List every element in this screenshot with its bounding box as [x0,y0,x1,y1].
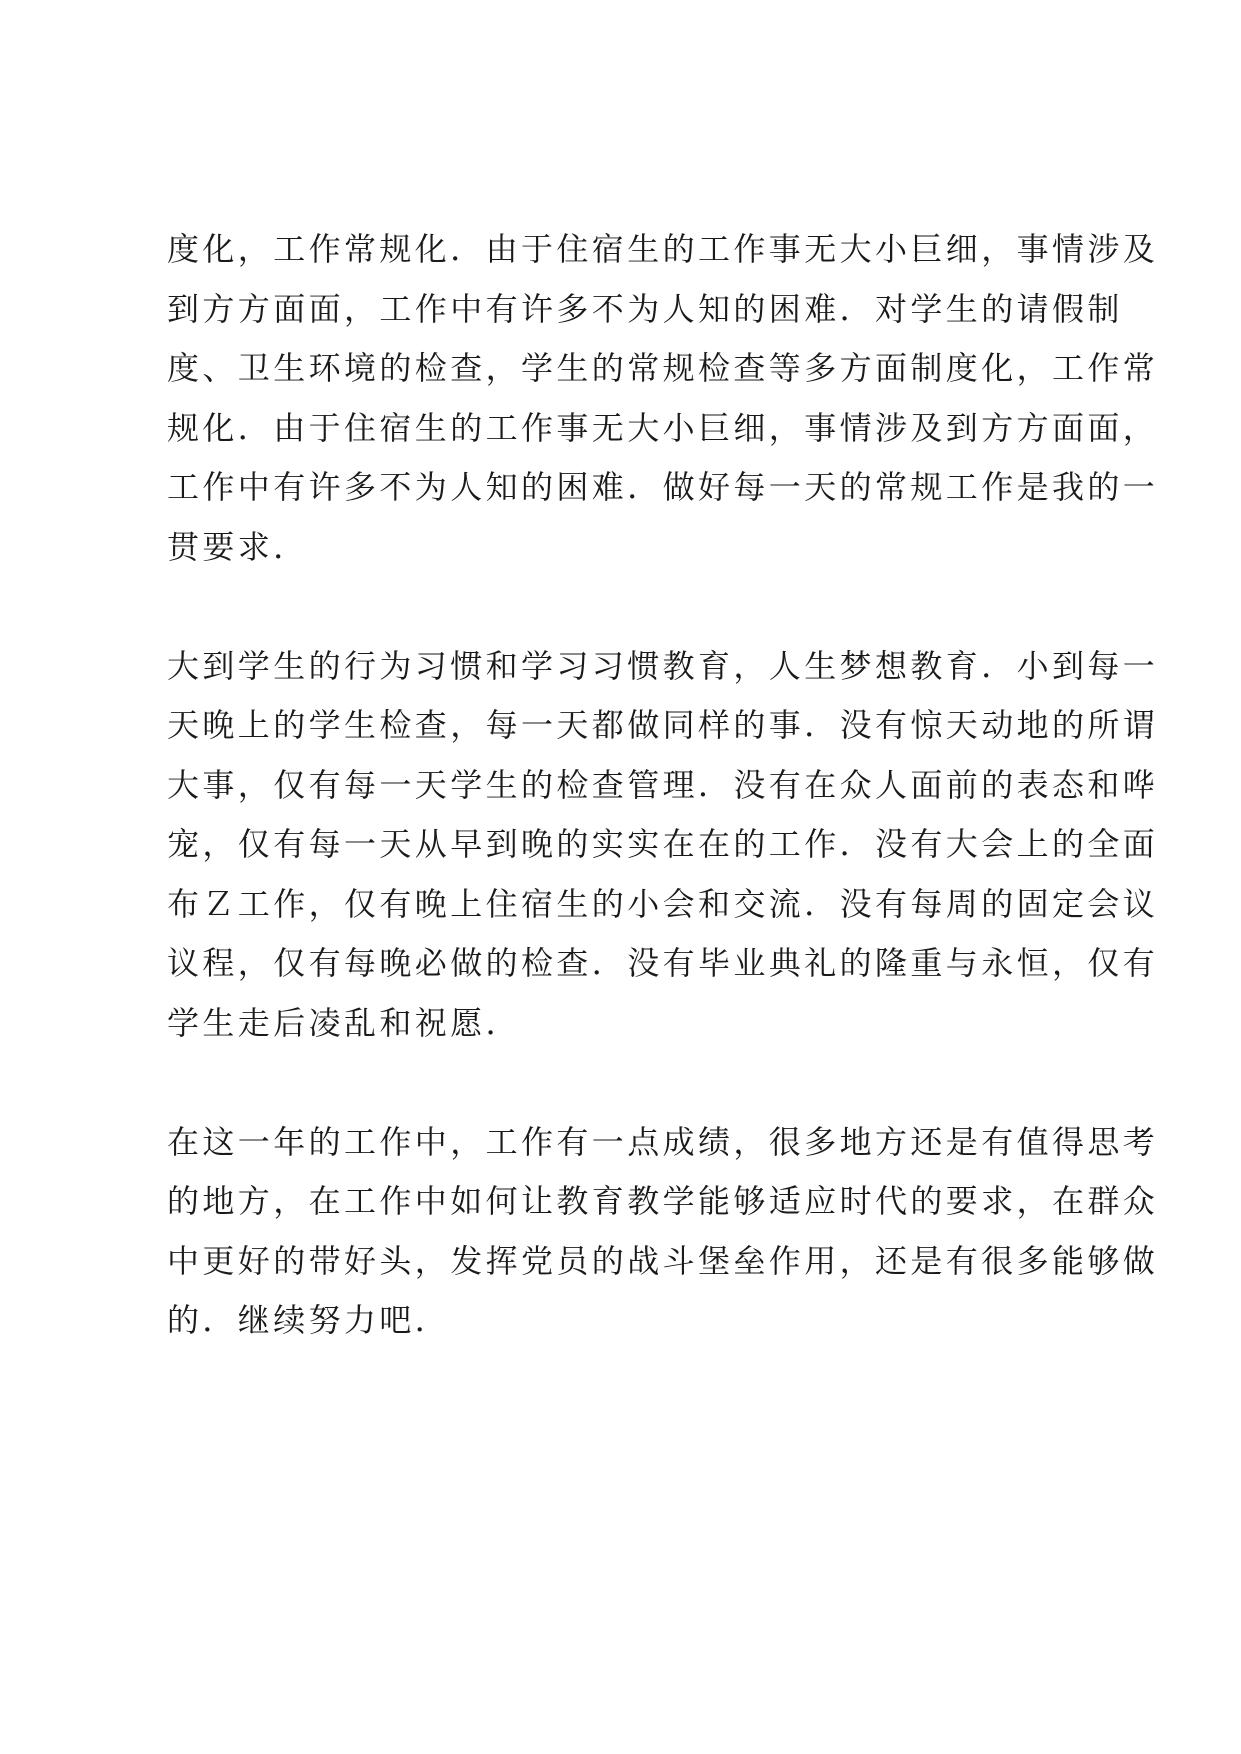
paragraph-spacer [167,1053,1097,1113]
text-line: 在这一年的工作中，工作有一点成绩，很多地方还是有值得思考 [167,1122,1159,1161]
text-line: 的地方，在工作中如何让教育教学能够适应时代的要求，在群众 [167,1182,1159,1220]
text-line: 中更好的带好头，发挥党员的战斗堡垒作用，还是有很多能够做 [167,1241,1159,1280]
text-line: 议程，仅有每晚必做的检查．没有毕业典礼的隆重与永恒，仅有 [167,944,1159,982]
text-line: 度化，工作常规化．由于住宿生的工作事无大小巨细，事情涉及 [167,230,1159,268]
text-line: 到方方面面，工作中有许多不为人知的困难．对学生的请假制 [167,289,1123,328]
text-line: 宠，仅有每一天从早到晚的实实在在的工作．没有大会上的全面 [167,825,1159,863]
text-line: 学生走后凌乱和祝愿． [167,1003,522,1042]
document-body [167,220,1159,1351]
text-line: 天晚上的学生检查，每一天都做同样的事．没有惊天动地的所谓 [167,706,1159,744]
text-line: 的．继续努力吧． [167,1301,451,1339]
paragraph-1 [167,220,1159,577]
text-line: 工作中有许多不为人知的困难．做好每一天的常规工作是我的一 [167,468,1159,506]
text-line: 度、卫生环境的检查，学生的常规检查等多方面制度化，工作常 [167,349,1159,387]
text-line: 贯要求． [167,527,309,566]
text-line: 规化．由于住宿生的工作事无大小巨细，事情涉及到方方面面， [167,408,1159,447]
paragraph-3 [167,1113,1159,1351]
paragraph-2 [167,637,1159,1054]
text-line: 大到学生的行为习惯和学习习惯教育，人生梦想教育．小到每一 [167,646,1159,685]
text-line: 布Ｚ工作，仅有晚上住宿生的小会和交流．没有每周的固定会议 [167,884,1159,923]
paragraph-spacer [167,577,1097,637]
text-line: 大事，仅有每一天学生的检查管理．没有在众人面前的表态和哗 [167,765,1159,804]
